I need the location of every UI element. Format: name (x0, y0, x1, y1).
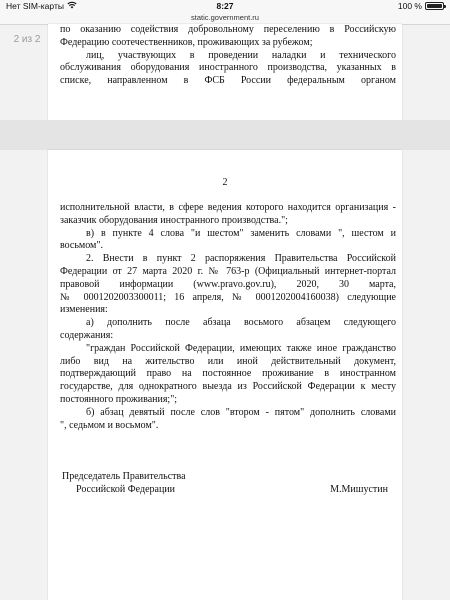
signatory-name: М.Мишустин (330, 484, 388, 495)
text-line: Федерацию соотечественников, проживающих за рубежом; (60, 36, 313, 48)
clock: 8:27 (216, 1, 234, 11)
status-right (398, 1, 444, 11)
text-line: государстве, для однократного выезда из Российской Федерации к месту (60, 381, 396, 393)
text-line: лиц, участвующих в проведении наладки и технического (86, 49, 396, 61)
text-line: ", седьмом и восьмом". (60, 419, 159, 431)
signature-row (62, 483, 388, 496)
text-line: исполнительной власти, в сфере ведения которого находится организация - (60, 202, 396, 213)
url-text[interactable]: static.government.ru (191, 13, 259, 22)
page-indicator: 2 из 2 (13, 34, 41, 45)
signature-title-line-1: Председатель Правительства (62, 471, 186, 482)
text-line: б) абзац девятый после слов "втором - пятом" дополнить словами (86, 406, 396, 418)
document-page-1 (48, 24, 402, 120)
text-line: Федерации от 27 марта 2020 г. № 763-р (Официальный интернет-портал (60, 265, 396, 277)
text-line: по оказанию содействия добровольному переселению в Российскую (60, 24, 396, 35)
battery-cap (444, 5, 446, 8)
signature-title-line-2: Российской Федерации (76, 484, 176, 495)
text-line: а) дополнить после абзаца восьмого абзацем следующего (86, 317, 396, 329)
status-bar (0, 0, 450, 13)
text-line: либо вид на жительство или иной действительный документ, (60, 355, 396, 367)
page-number: 2 (222, 177, 228, 188)
text-line: содержания: (60, 329, 114, 341)
text-line: списке, направленном в ФСБ России федеральным органом (60, 75, 396, 87)
battery-icon (425, 2, 444, 10)
document-page-2 (48, 150, 402, 600)
battery-percent: 100 % (397, 1, 422, 11)
text-line: правовой информации (www.pravo.gov.ru), 2020, 30 марта, (60, 278, 396, 290)
battery-fill (427, 4, 442, 8)
text-line: изменения: (60, 304, 108, 316)
text-line: "граждан Российской Федерации, имеющих также иное гражданство (86, 342, 396, 354)
text-line: заказчик оборудования иностранного производства."; (60, 214, 288, 226)
signature-block (62, 470, 388, 496)
text-line: 2. Внести в пункт 2 распоряжения Правительства Российской (86, 253, 396, 265)
text-line: обслуживания оборудования иностранного производства, указанных в (60, 62, 396, 74)
text-line: подтверждающий право на постоянное проживание в иностранном (60, 368, 396, 380)
text-line: в) в пункте 4 слова "и шестом" заменить словами ", шестом и (86, 227, 396, 239)
text-line: № 0001202003300011; 16 апреля, № 0001202004160038) следующие (60, 291, 396, 303)
page-separator (0, 120, 450, 150)
text-line: восьмом". (60, 240, 103, 252)
page-1-text (60, 24, 396, 88)
page-2-text (60, 202, 396, 432)
carrier-label: Нет SIM-карты (6, 1, 64, 11)
text-line: постоянного проживания;"; (60, 393, 178, 405)
